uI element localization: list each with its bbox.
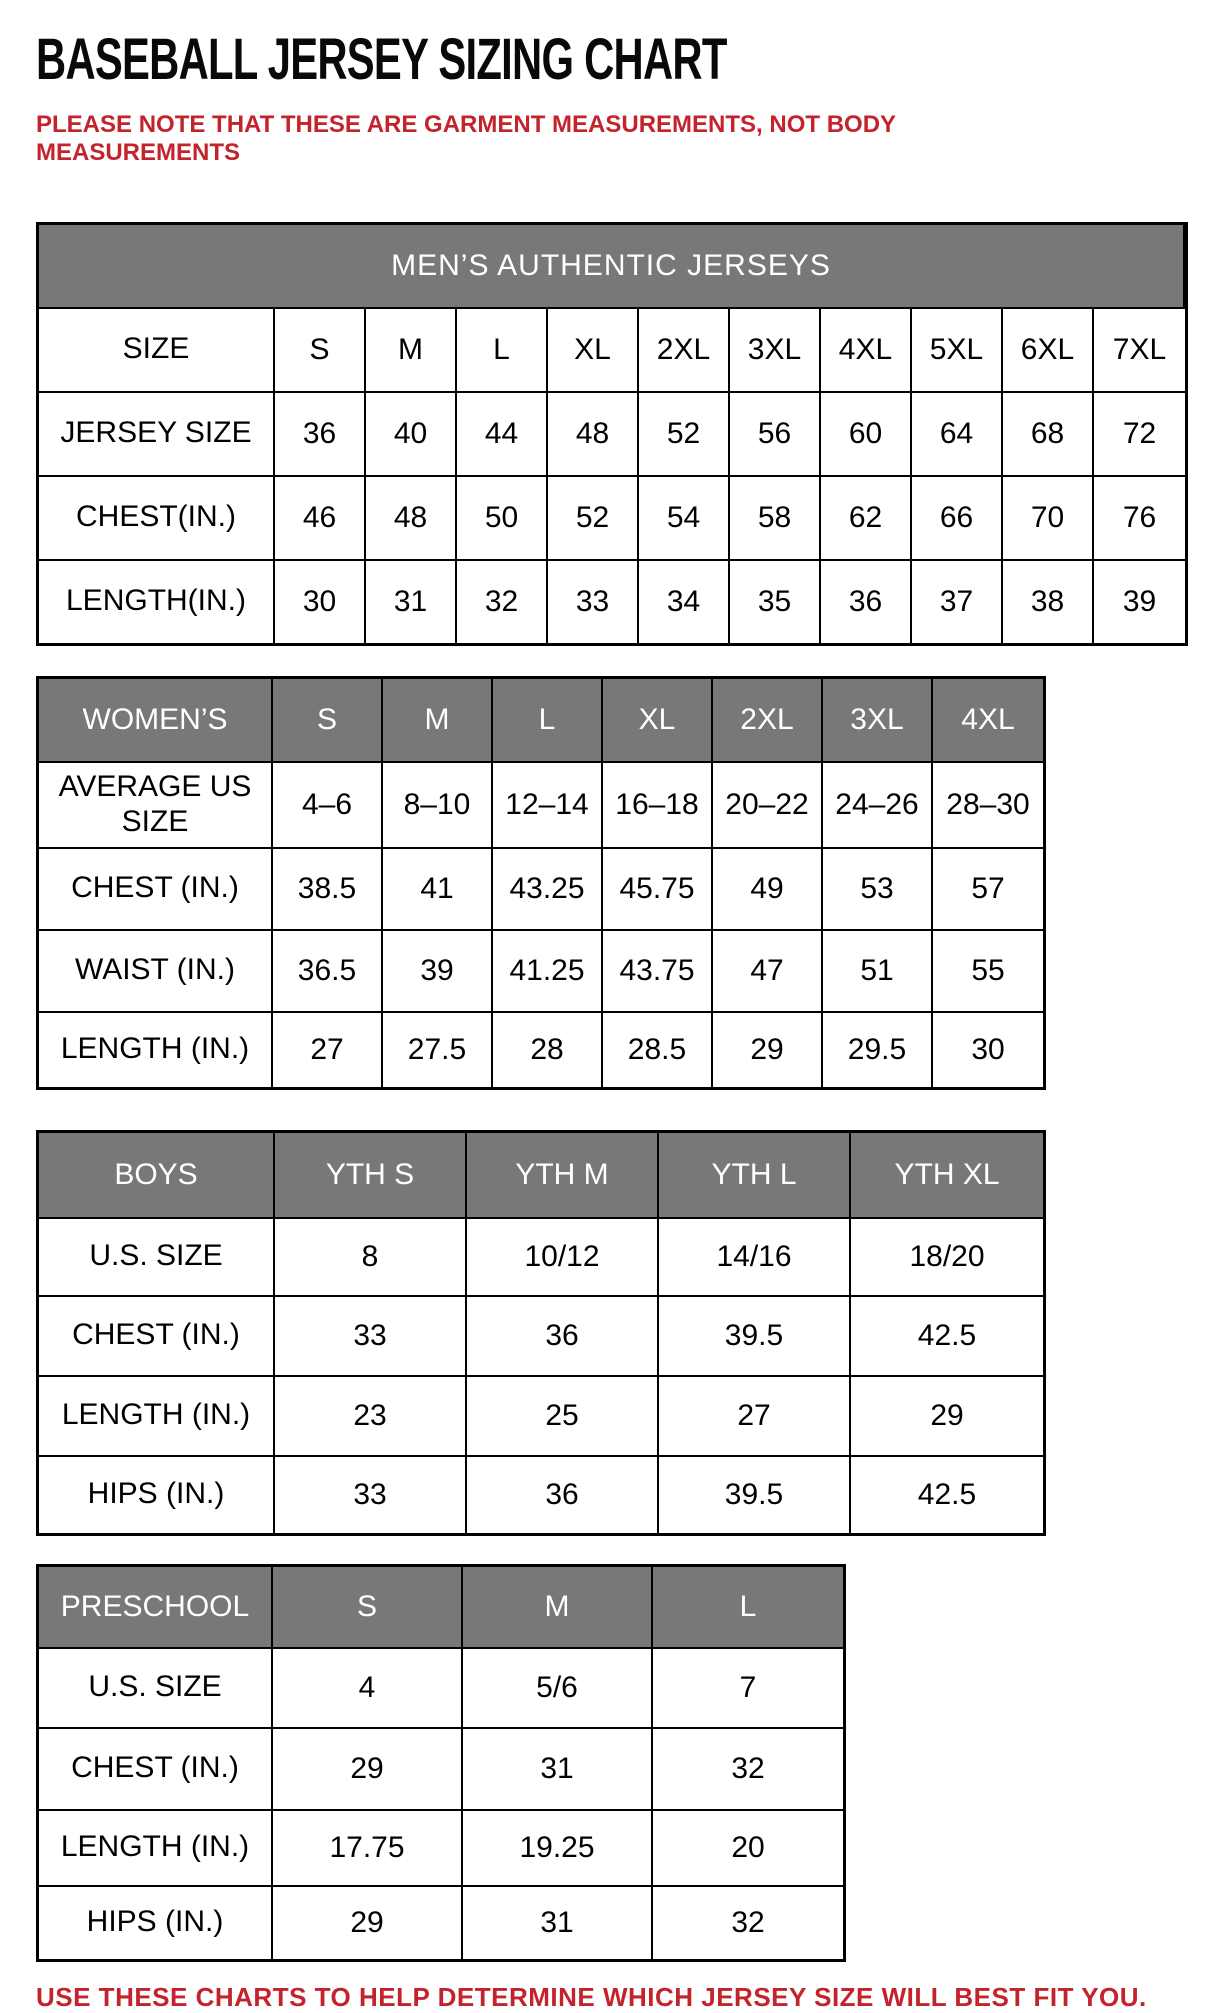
value-cell: 36 [275,391,366,475]
value-cell: 50 [457,475,548,559]
value-cell: 43.25 [493,847,603,929]
table-row [39,1375,1043,1455]
value-cell: 36.5 [273,929,383,1011]
value-cell: 52 [639,391,730,475]
value-cell: 41.25 [493,929,603,1011]
value-cell: 54 [639,475,730,559]
value-cell: 28.5 [603,1011,713,1087]
row-label-cell: HIPS (IN.) [39,1455,275,1533]
value-cell: 32 [653,1727,843,1809]
row-label-cell: LENGTH (IN.) [39,1011,273,1087]
value-cell: 27 [273,1011,383,1087]
table-row [39,1727,843,1809]
row-label-cell: CHEST (IN.) [39,1727,273,1809]
column-header-cell: 6XL [1003,307,1094,391]
value-cell: 38 [1003,559,1094,643]
value-cell: 53 [823,847,933,929]
value-cell: 30 [275,559,366,643]
spacer [0,168,1220,222]
column-header-cell: PRESCHOOL [39,1567,273,1647]
column-header-cell: S [275,307,366,391]
row-label-cell: CHEST (IN.) [39,847,273,929]
row-label-cell: LENGTH (IN.) [39,1809,273,1885]
table-header-row [39,1567,843,1647]
column-header-cell: YTH M [467,1133,659,1217]
value-cell: 33 [275,1455,467,1533]
table-row [39,1217,1043,1295]
mens-sizing-table [36,222,1188,646]
value-cell: 44 [457,391,548,475]
value-cell: 31 [366,559,457,643]
value-cell: 7 [653,1647,843,1727]
value-cell: 12–14 [493,761,603,847]
column-header-cell: 7XL [1094,307,1185,391]
value-cell: 18/20 [851,1217,1043,1295]
column-header-cell: S [273,1567,463,1647]
measurement-note: PLEASE NOTE THAT THESE ARE GARMENT MEASUREMENTS, NOT BODY MEASUREMENTS [36,111,896,167]
table-row [39,1455,1043,1533]
value-cell: 20–22 [713,761,823,847]
value-cell: 14/16 [659,1217,851,1295]
value-cell: 46 [275,475,366,559]
boys-sizing-table [36,1130,1046,1536]
spacer [0,1090,1220,1130]
value-cell: 36 [467,1295,659,1375]
value-cell: 19.25 [463,1809,653,1885]
row-label-cell: AVERAGE US SIZE [39,761,273,847]
footer-note: USE THESE CHARTS TO HELP DETERMINE WHICH JERSEY SIZE WILL BEST FIT YOU. [36,1981,1147,2012]
value-cell: 33 [275,1295,467,1375]
column-header-cell: 3XL [823,679,933,761]
value-cell: 29.5 [823,1011,933,1087]
value-cell: 20 [653,1809,843,1885]
column-header-cell: YTH L [659,1133,851,1217]
value-cell: 25 [467,1375,659,1455]
table-row [39,1647,843,1727]
value-cell: 28 [493,1011,603,1087]
page-title: BASEBALL JERSEY SIZING CHART [36,27,727,92]
value-cell: 47 [713,929,823,1011]
value-cell: 58 [730,475,821,559]
value-cell: 37 [912,559,1003,643]
table-row [39,1809,843,1885]
column-header-cell: 2XL [639,307,730,391]
value-cell: 38.5 [273,847,383,929]
table-banner-row [39,225,1185,307]
table-row [39,847,1043,929]
value-cell: 34 [639,559,730,643]
table-row [39,929,1043,1011]
value-cell: 32 [653,1885,843,1959]
value-cell: 4 [273,1647,463,1727]
column-header-cell: 4XL [933,679,1043,761]
column-header-cell: YTH S [275,1133,467,1217]
row-label-cell: CHEST(IN.) [39,475,275,559]
row-label-cell: U.S. SIZE [39,1647,273,1727]
value-cell: 32 [457,559,548,643]
value-cell: 55 [933,929,1043,1011]
mens-table-banner: MEN’S AUTHENTIC JERSEYS [39,225,1185,307]
table-header-row [39,679,1043,761]
table-row [39,475,1185,559]
value-cell: 36 [467,1455,659,1533]
value-cell: 33 [548,559,639,643]
value-cell: 36 [821,559,912,643]
value-cell: 4–6 [273,761,383,847]
value-cell: 48 [366,475,457,559]
spacer [0,1536,1220,1564]
value-cell: 43.75 [603,929,713,1011]
value-cell: 28–30 [933,761,1043,847]
value-cell: 41 [383,847,493,929]
column-header-cell: L [653,1567,843,1647]
value-cell: 8–10 [383,761,493,847]
table-row [39,1885,843,1959]
spacer [0,646,1220,676]
row-label-cell: U.S. SIZE [39,1217,275,1295]
column-header-cell: XL [548,307,639,391]
value-cell: 30 [933,1011,1043,1087]
row-label-cell: CHEST (IN.) [39,1295,275,1375]
value-cell: 29 [273,1727,463,1809]
womens-sizing-table [36,676,1046,1090]
value-cell: 42.5 [851,1295,1043,1375]
value-cell: 56 [730,391,821,475]
row-label-cell: HIPS (IN.) [39,1885,273,1959]
column-header-cell: YTH XL [851,1133,1043,1217]
column-header-cell: M [463,1567,653,1647]
value-cell: 17.75 [273,1809,463,1885]
value-cell: 62 [821,475,912,559]
value-cell: 39.5 [659,1455,851,1533]
value-cell: 40 [366,391,457,475]
value-cell: 5/6 [463,1647,653,1727]
value-cell: 39 [383,929,493,1011]
column-header-cell: 3XL [730,307,821,391]
value-cell: 27 [659,1375,851,1455]
table-header-row [39,1133,1043,1217]
value-cell: 51 [823,929,933,1011]
column-header-cell: L [457,307,548,391]
value-cell: 16–18 [603,761,713,847]
table-row [39,559,1185,643]
value-cell: 10/12 [467,1217,659,1295]
row-label-cell: LENGTH(IN.) [39,559,275,643]
table-row [39,1011,1043,1087]
value-cell: 29 [273,1885,463,1959]
value-cell: 68 [1003,391,1094,475]
table-row [39,1295,1043,1375]
value-cell: 23 [275,1375,467,1455]
column-header-cell: 4XL [821,307,912,391]
table-row [39,391,1185,475]
value-cell: 35 [730,559,821,643]
column-header-cell: M [366,307,457,391]
value-cell: 66 [912,475,1003,559]
preschool-sizing-table [36,1564,846,1962]
value-cell: 39.5 [659,1295,851,1375]
table-header-row [39,307,1185,391]
row-label-cell: WAIST (IN.) [39,929,273,1011]
value-cell: 24–26 [823,761,933,847]
value-cell: 57 [933,847,1043,929]
value-cell: 31 [463,1727,653,1809]
value-cell: 49 [713,847,823,929]
column-header-cell: L [493,679,603,761]
value-cell: 8 [275,1217,467,1295]
value-cell: 72 [1094,391,1185,475]
value-cell: 76 [1094,475,1185,559]
column-header-cell: 5XL [912,307,1003,391]
column-header-cell: 2XL [713,679,823,761]
table-row [39,761,1043,847]
column-header-cell: M [383,679,493,761]
column-header-cell: WOMEN’S [39,679,273,761]
value-cell: 70 [1003,475,1094,559]
value-cell: 29 [851,1375,1043,1455]
value-cell: 42.5 [851,1455,1043,1533]
value-cell: 60 [821,391,912,475]
value-cell: 52 [548,475,639,559]
value-cell: 48 [548,391,639,475]
value-cell: 45.75 [603,847,713,929]
column-header-cell: XL [603,679,713,761]
column-header-cell: SIZE [39,307,275,391]
value-cell: 39 [1094,559,1185,643]
value-cell: 31 [463,1885,653,1959]
value-cell: 27.5 [383,1011,493,1087]
value-cell: 64 [912,391,1003,475]
value-cell: 29 [713,1011,823,1087]
column-header-cell: BOYS [39,1133,275,1217]
row-label-cell: JERSEY SIZE [39,391,275,475]
column-header-cell: S [273,679,383,761]
row-label-cell: LENGTH (IN.) [39,1375,275,1455]
